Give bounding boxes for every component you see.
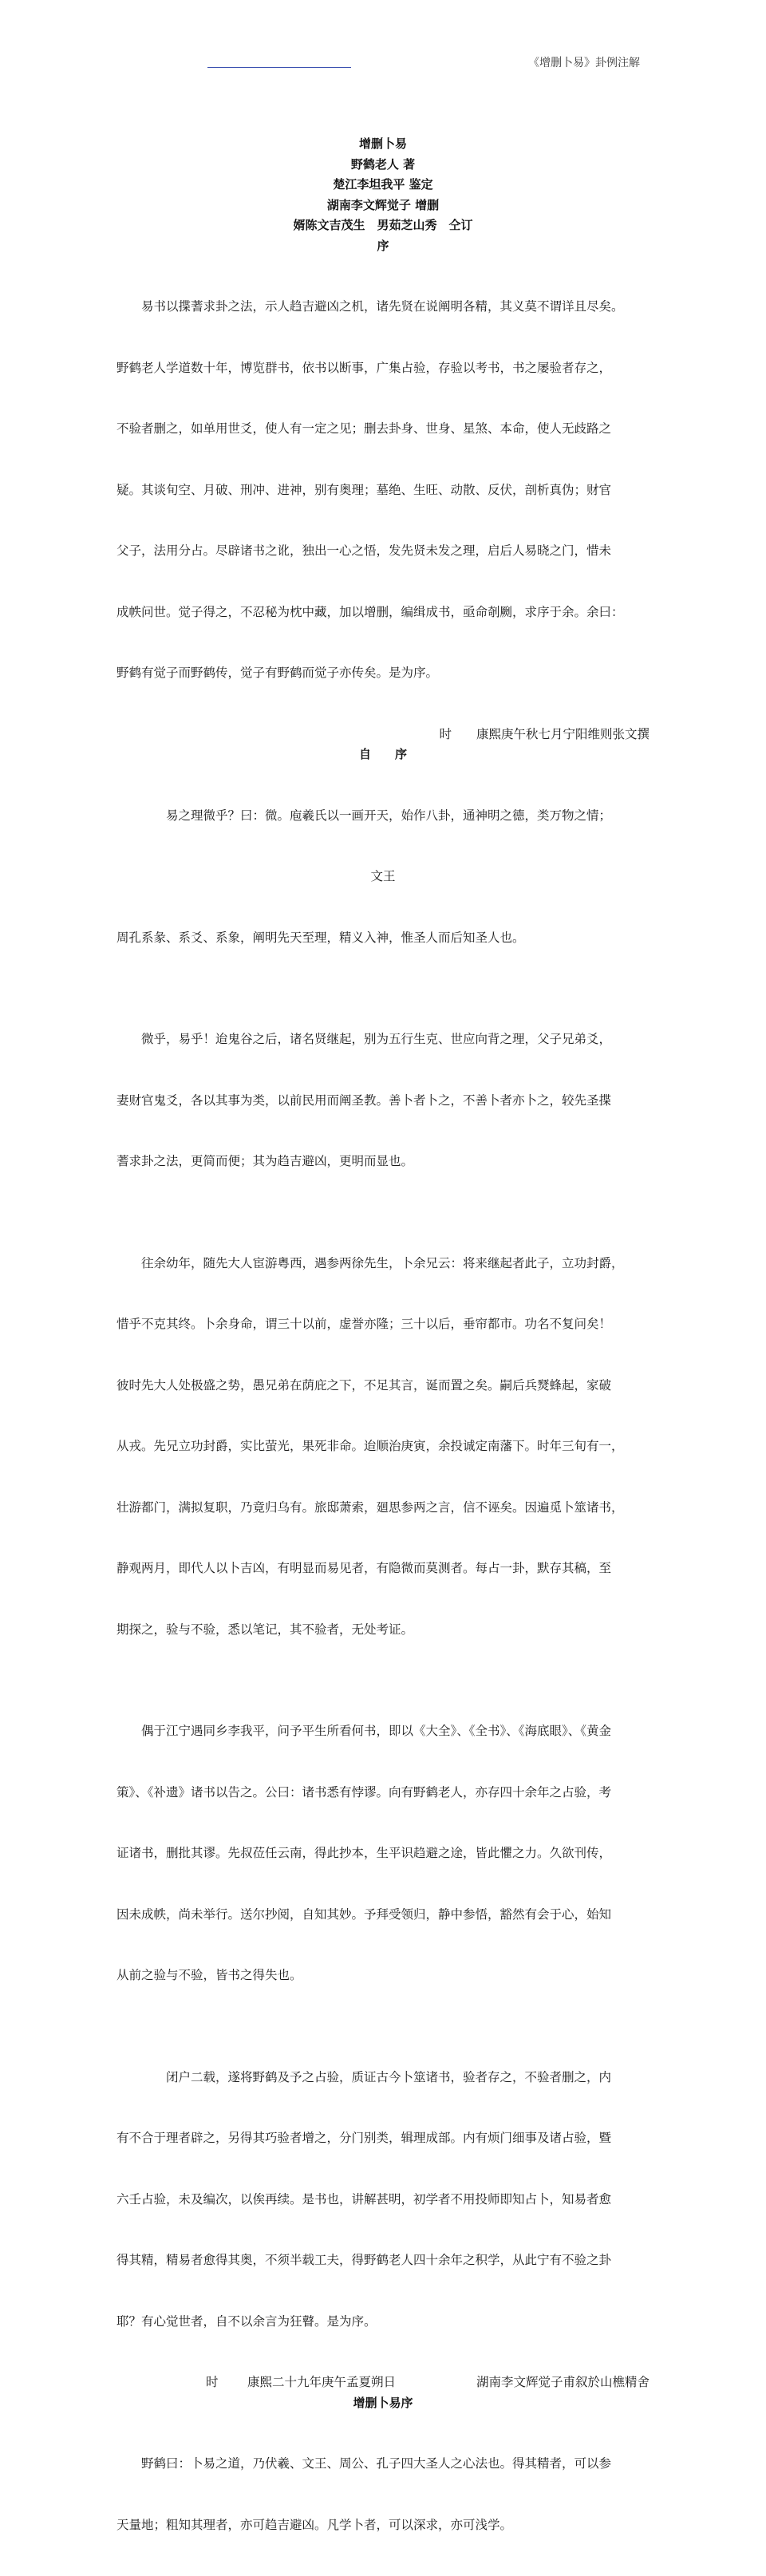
signature-author: 湖南李文辉觉子甫叙於山樵精舍: [476, 2375, 650, 2389]
signature-date: 康熙二十九年庚午孟夏朔日: [247, 2375, 397, 2389]
self-preface-line: 证诸书，删批其谬。先叔莅任云南，得此抄本，生平识趋避之途，皆此懼之力。久欲刊传，: [116, 1846, 612, 1860]
self-preface-line: 六壬占验，未及编次，以俟再续。是书也，讲解甚明，初学者不用投师即知占卜，知易者愈: [116, 2191, 612, 2207]
zengshan-preface-line: 野鹤曰：卜易之道，乃伏羲、文王、周公、孔子四大圣人之心法也。得其精者，可以参: [141, 2456, 612, 2471]
book-title: 增删卜易: [358, 136, 407, 151]
self-preface-line: 惜乎不克其终。卜余身命，谓三十以前，虚誉亦隆；三十以后，垂帘都市。功名不复问矣！: [116, 1317, 612, 1331]
self-preface-line: 从前之验与不验，皆书之得失也。: [116, 1968, 302, 1982]
self-preface-line: 期探之，验与不验，悉以笔记，其不验者，无处考证。: [116, 1622, 414, 1637]
self-preface-line: 壮游都门，满拟复职，乃竟归乌有。旅邸萧索，廻思参两之言，信不诬矣。因遍觅卜筮诸书，: [116, 1499, 624, 1515]
preface-line: 野鹤有觉子而野鹤传，觉子有野鹤而觉子亦传矣。是为序。: [116, 666, 439, 680]
preface-body: [116, 256, 650, 725]
editor-line: 湖南李文辉觉子 增删: [326, 197, 440, 212]
page-content: [116, 134, 650, 2576]
self-preface-line: 静观两月，即代人以卜吉凶，有明显而易见者，有隐微而莫测者。每占一卦，默存其稿，至: [116, 1561, 612, 1575]
self-preface-signature: [116, 2373, 650, 2393]
self-preface-line: 周孔系彖、系爻、系象，阐明先天至理，精义入神，惟圣人而后知圣人也。: [116, 930, 525, 945]
self-preface-line: 闭户二载，遂将野鹤及予之占验，质证古今卜筮诸书，验者存之，不验者删之，内: [166, 2069, 612, 2084]
proofreaders-line: 婿陈文吉茂生 男茹芝山秀 仝订: [293, 218, 473, 232]
self-preface-line: 得其精，精易者愈得其奥，不须半载工夫，得野鹤老人四十余年之积学，从此宁有不验之卦: [116, 2253, 612, 2267]
self-preface-line: 彼时先大人处极盛之势，愚兄弟在荫庇之下，不足其言，诞而置之矣。嗣后兵燹蜂起，家破: [116, 1377, 612, 1393]
zengshan-preface-heading: 增删卜易序: [353, 2395, 413, 2410]
preface-line: 易书以揲蓍求卦之法，示人趋吉避凶之机，诸先贤在说阐明各精，其义莫不谓详且尽矣。: [141, 299, 624, 314]
self-preface-para4: [116, 1681, 650, 2027]
self-preface-line: 有不合于理者辟之，另得其巧验者增之，分门别类，辑理成部。内有烦门细事及诸占验，暨: [116, 2131, 612, 2145]
self-preface-para5: [116, 2027, 650, 2373]
preface-line: 野鹤老人学道数十年，博览群书，依书以断事，广集占验，存验以考书，书之屡验者存之，: [116, 360, 612, 375]
self-preface-line: 从戎。先兄立功封爵，实比萤光，果死非命。迨顺治庚寅，余投诚定南藩下。时年三旬有一，: [116, 1439, 624, 1453]
self-preface-para2: [116, 989, 650, 1213]
header-link-underline[interactable]: [207, 67, 351, 68]
self-preface-line: 耶？有心觉世者，自不以余言为狂瞽。是为序。: [116, 2313, 377, 2329]
self-preface-para3: [116, 1213, 650, 1681]
author-line: 野鹤老人 著: [350, 156, 416, 172]
self-preface-line: 易之理微乎？曰：微。庖羲氏以一画开天，始作八卦，通神明之德，类万物之情；: [166, 808, 612, 823]
self-preface-para1: [116, 765, 650, 990]
zengshan-preface-line: 天量地；粗知其理者，亦可趋吉避凶。凡学卜者，可以深求，亦可浅学。: [116, 2517, 513, 2532]
signature-time: 时: [206, 2375, 219, 2389]
preface-heading: 序: [377, 238, 389, 253]
reviewer-line: 楚江李坦我平 鉴定: [333, 177, 433, 192]
preface-line: 不验者删之，如单用世爻，使人有一定之见；删去卦身、世身、星煞、本命，使人无歧路之: [116, 421, 612, 436]
self-preface-line: 蓍求卦之法，更简而便；其为趋吉避凶，更明而显也。: [116, 1154, 414, 1168]
zengshan-preface-body: [116, 2413, 650, 2576]
self-preface-line: 妻财官鬼爻，各以其事为类，以前民用而阐圣教。善卜者卜之，不善卜者亦卜之，较先圣揲: [116, 1092, 612, 1108]
preface-line: 疑。其谈旬空、月破、刑冲、进神，别有奥理；墓绝、生旺、动散、反伏，剖析真伪；财官: [116, 482, 612, 497]
self-preface-line: 因未成帙，尚未举行。送尔抄阅，自知其妙。予拜受领归，静中参悟，豁然有会于心，始知: [116, 1906, 612, 1922]
self-preface-line: 微乎，易乎！迨鬼谷之后，诸名贤继起，别为五行生克、世应向背之理，父子兄弟爻，: [141, 1032, 612, 1046]
running-title: 《增删卜易》卦例注解: [528, 57, 640, 69]
self-preface-line: 策》、《补遗》诸书以告之。公曰：诸书悉有悖谬。向有野鹤老人，亦存四十余年之占验，考: [116, 1784, 612, 1800]
self-preface-line-tail: 文王: [370, 869, 396, 883]
preface-line: 父子，法用分占。尽辟诸书之讹，独出一心之悟，发先贤未发之理，启后人易晓之门，惜未: [116, 543, 612, 558]
self-preface-line: 往余幼年，随先大人宦游粤西，遇参两徐先生，卜余兄云：将来继起者此子，立功封爵，: [141, 1255, 624, 1270]
preface-signature: 时 康熙庚午秋七月宁阳维则张文撰: [439, 726, 650, 741]
preface-line: 成帙问世。觉子得之，不忍秘为枕中藏，加以增删，编缉成书，亟命剞劂，求序于余。余曰：: [116, 604, 624, 619]
self-preface-line: 偶于江宁遇同乡李我平，问予平生所看何书，即以《大全》、《全书》、《海底眼》、《黄金: [141, 1724, 612, 1738]
self-preface-heading: 自 序: [358, 747, 407, 761]
